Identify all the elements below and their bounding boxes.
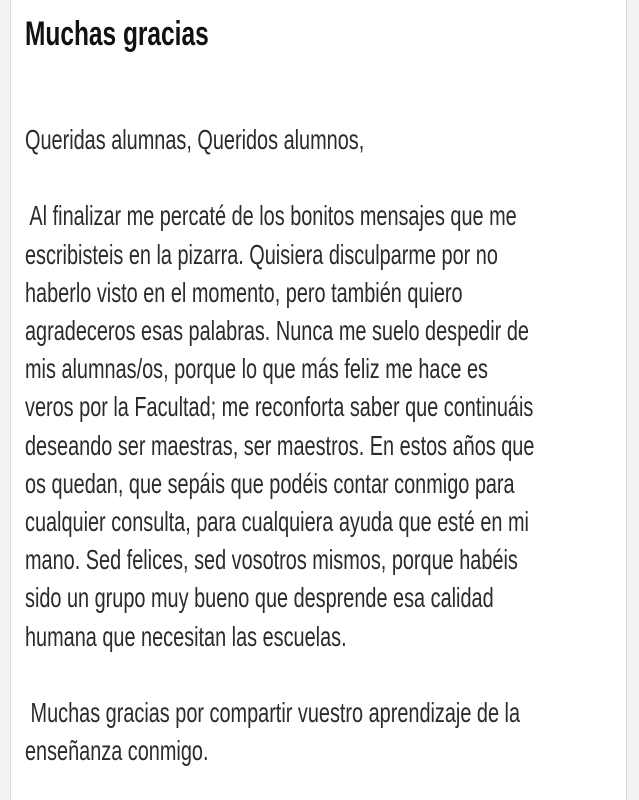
body-line: veros por la Facultad; me reconforta saber que continuáis bbox=[25, 391, 534, 423]
note-title: Muchas gracias bbox=[25, 15, 209, 53]
body-line: cualquier consulta, para cualquiera ayuda que esté en mi bbox=[25, 506, 529, 538]
body-line: agradeceros esas palabras. Nunca me suelo despedir de bbox=[25, 315, 529, 346]
greeting-line: Queridas alumnas, Queridos alumnos, bbox=[25, 124, 365, 155]
body-line: mano. Sed felices, sed vosotros mismos, porque habéis bbox=[25, 544, 518, 576]
body-line: humana que necesitan las escuelas. bbox=[25, 620, 347, 652]
body-line: Muchas gracias por compartir vuestro aprendizaje de la bbox=[25, 697, 521, 729]
body-line: mis alumnas/os, porque lo que más feliz me hace es bbox=[25, 353, 488, 385]
note-card bbox=[10, 0, 627, 800]
paragraph-spacer bbox=[25, 159, 607, 197]
body-line: enseñanza conmigo. bbox=[25, 735, 209, 767]
body-line: haberlo visto en el momento, pero también quiero bbox=[25, 276, 463, 308]
body-line: Al finalizar me percaté de los bonitos mensajes que me bbox=[25, 200, 517, 232]
note-body bbox=[25, 121, 607, 770]
body-line: escribisteis en la pizarra. Quisiera disculparme por no bbox=[25, 238, 498, 270]
body-line: sido un grupo muy bueno que desprende esa calidad bbox=[25, 582, 494, 614]
body-line: os quedan, que sepáis que podéis contar conmigo para bbox=[25, 467, 515, 499]
body-line: deseando ser maestras, ser maestros. En estos años que bbox=[25, 429, 535, 461]
paragraph-spacer bbox=[25, 656, 607, 694]
